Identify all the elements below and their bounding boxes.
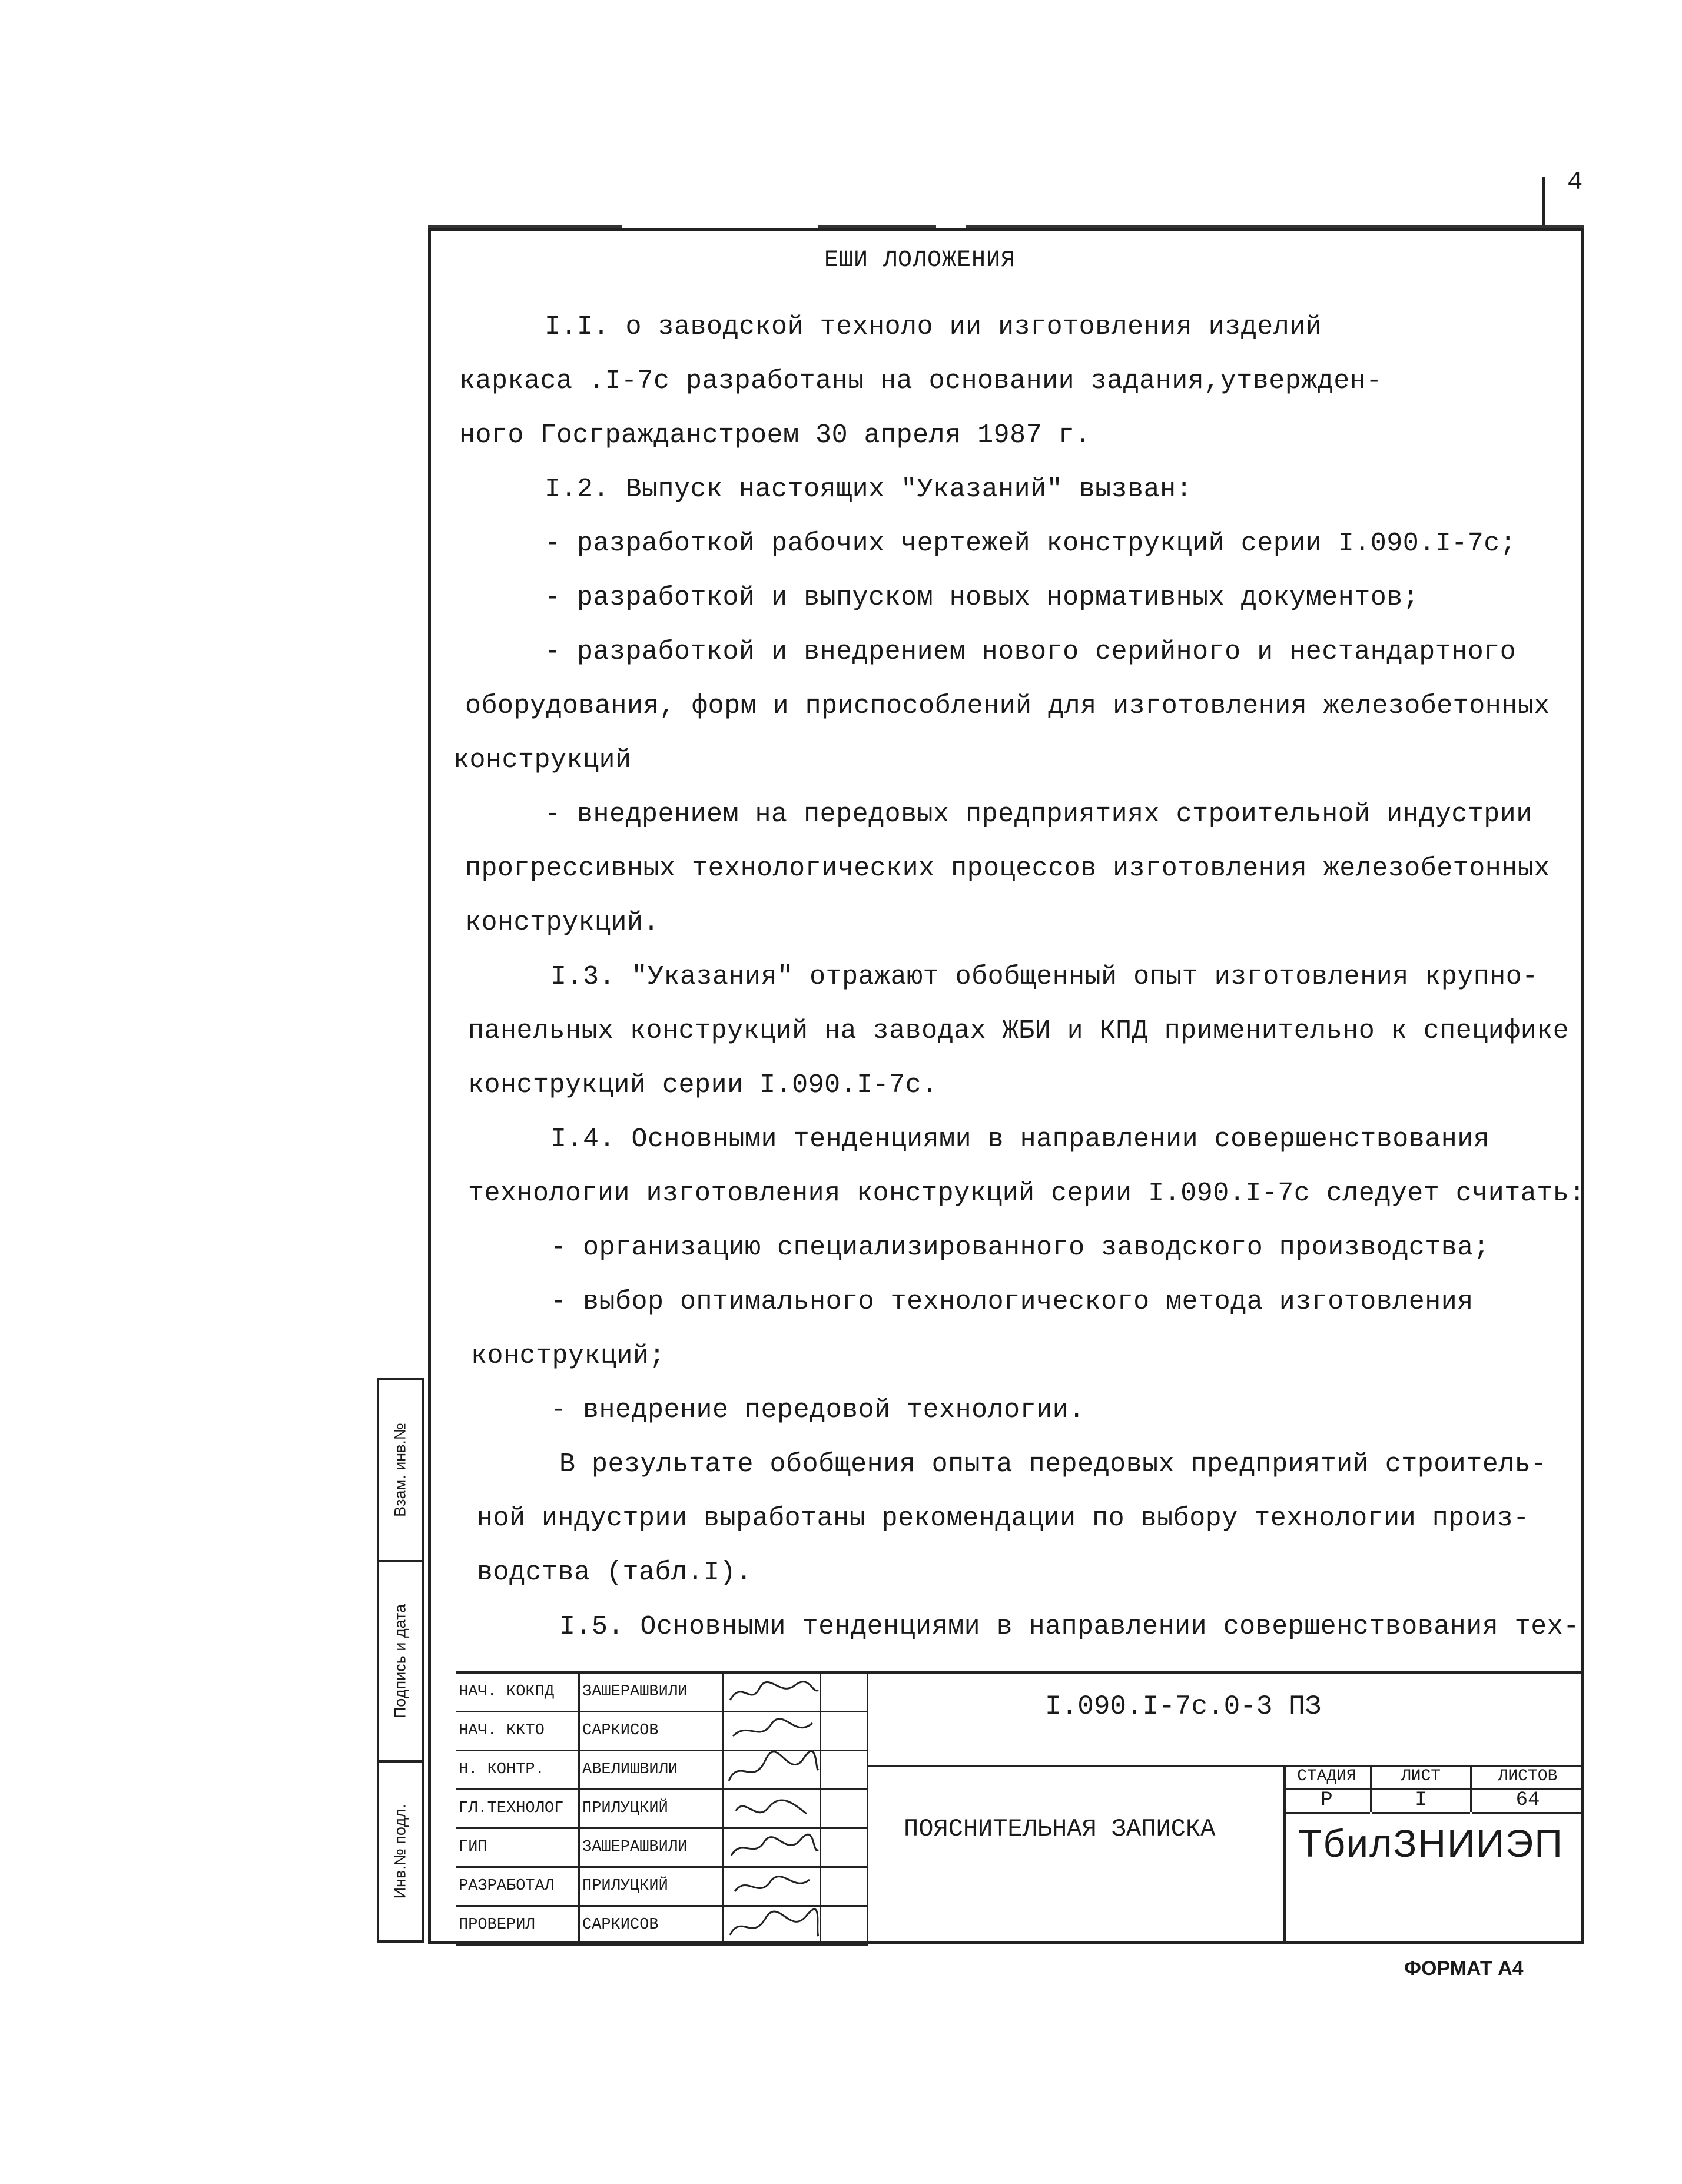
sheet-cell: [1372, 1765, 1472, 1812]
page-number: 4: [1567, 168, 1583, 197]
date-cell: [821, 1712, 868, 1750]
text-line: I.2. Выпуск настоящих "Указаний" вызван:: [545, 474, 1193, 504]
organization-name: ТбилЗНИИЭП: [1298, 1821, 1564, 1865]
text-line: I.3. "Указания" отражают обобщенный опыт изготовления крупно-: [550, 962, 1538, 992]
date-cell: [821, 1868, 868, 1905]
signature-table: [456, 1674, 868, 1944]
document-title: ПОЯСНИТЕЛЬНАЯ ЗАПИСКА: [904, 1815, 1216, 1843]
date-cell: [821, 1829, 868, 1866]
text-line: I.5. Основными тенденциями в направлении совершенствования тех-: [559, 1612, 1580, 1642]
sheets-cell: [1472, 1765, 1584, 1812]
name-cell: ПРИЛУЦКИЙ: [580, 1868, 724, 1905]
role-cell: НАЧ. КОКПД: [456, 1674, 580, 1711]
signature: [724, 1712, 821, 1750]
text-line: ного Госгражданстроем 30 апреля 1987 г.: [459, 420, 1091, 450]
role-cell: ГИП: [456, 1829, 580, 1866]
role-cell: ПРОВЕРИЛ: [456, 1907, 580, 1944]
text-line: каркаса .I-7с разработаны на основании задания,утвержден-: [459, 366, 1382, 396]
date-cell: [821, 1790, 868, 1827]
text-line: оборудования, форм и приспособлений для изготовления железобетонных: [465, 691, 1550, 721]
date-cell: [821, 1674, 868, 1711]
role-cell: ГЛ.ТЕХНОЛОГ: [456, 1790, 580, 1827]
text-line: I.I. о заводской техноло ии изготовления изделий: [545, 312, 1322, 342]
table-row: [456, 1907, 868, 1946]
text-line: конструкций: [453, 745, 632, 775]
sheets-value: 64: [1472, 1788, 1584, 1814]
side-cell-replacement: [379, 1380, 422, 1562]
side-label: Инв.№ подл.: [391, 1804, 409, 1899]
text-line: конструкций серии I.090.I-7с.: [468, 1070, 938, 1100]
text-line: - внедрением на передовых предприятиях строительной индустрии: [545, 799, 1532, 829]
side-cell-inventory: [379, 1763, 422, 1940]
corner-tick: [1542, 177, 1545, 228]
side-label: Подпись и дата: [391, 1604, 409, 1719]
table-row: [456, 1712, 868, 1751]
title-block: [456, 1671, 1584, 1944]
table-row: [456, 1868, 868, 1907]
signature: [724, 1907, 821, 1944]
name-cell: ЗАШЕРАШВИЛИ: [580, 1829, 724, 1866]
role-cell: Н. КОНТР.: [456, 1751, 580, 1788]
text-line: - разработкой и внедрением нового серийного и нестандартного: [545, 637, 1517, 667]
stage-header: СТАДИЯ: [1283, 1765, 1370, 1790]
side-cell-signature: [379, 1562, 422, 1763]
signature: [724, 1868, 821, 1905]
role-cell: НАЧ. ККТО: [456, 1712, 580, 1750]
document-code: I.090.I-7с.0-3 ПЗ: [1045, 1691, 1322, 1722]
text-line: ной индустрии выработаны рекомендации по выбору технологии произ-: [477, 1503, 1530, 1534]
text-line: - выбор оптимального технологического метода изготовления: [550, 1287, 1474, 1317]
section-heading: ЕШИ ЛОЛОЖЕНИЯ: [824, 247, 1016, 274]
date-cell: [821, 1907, 868, 1944]
format-label: ФОРМАТ А4: [1404, 1957, 1524, 1980]
signature: [724, 1829, 821, 1866]
name-cell: ПРИЛУЦКИЙ: [580, 1790, 724, 1827]
text-line: водства (табл.I).: [477, 1558, 752, 1588]
table-row: [456, 1790, 868, 1829]
sheets-header: ЛИСТОВ: [1472, 1765, 1584, 1790]
name-cell: САРКИСОВ: [580, 1712, 724, 1750]
text-line: - разработкой и выпуском новых нормативных документов;: [545, 583, 1419, 613]
text-line: панельных конструкций на заводах ЖБИ и КПД применительно к специфике: [468, 1016, 1570, 1046]
table-row: [456, 1751, 868, 1790]
role-cell: РАЗРАБОТАЛ: [456, 1868, 580, 1905]
sheet-value: I: [1372, 1788, 1470, 1814]
name-cell: САРКИСОВ: [580, 1907, 724, 1944]
sheet-meta: [1283, 1765, 1584, 1812]
table-row: [456, 1674, 868, 1712]
text-line: прогрессивных технологических процессов изготовления железобетонных: [465, 854, 1550, 884]
name-cell: ЗАШЕРАШВИЛИ: [580, 1674, 724, 1711]
text-line: В результате обобщения опыта передовых предприятий строитель-: [559, 1449, 1547, 1479]
text-line: конструкций;: [471, 1341, 666, 1371]
text-line: - организацию специализированного заводского производства;: [550, 1233, 1490, 1263]
text-line: технологии изготовления конструкций серии I.090.I-7с следует считать:: [468, 1179, 1585, 1209]
side-strip: [377, 1378, 424, 1943]
stage-cell: [1283, 1765, 1372, 1812]
text-line: - разработкой рабочих чертежей конструкций серии I.090.I-7с;: [545, 529, 1517, 559]
stage-value: Р: [1283, 1788, 1370, 1814]
signature: [724, 1751, 821, 1788]
name-cell: АВЕЛИШВИЛИ: [580, 1751, 724, 1788]
signature: [724, 1790, 821, 1827]
table-row: [456, 1829, 868, 1868]
text-line: I.4. Основными тенденциями в направлении совершенствования: [550, 1124, 1490, 1154]
date-cell: [821, 1751, 868, 1788]
sheet-header: ЛИСТ: [1372, 1765, 1470, 1790]
text-line: конструкций.: [465, 908, 660, 938]
signature: [724, 1674, 821, 1711]
side-label: Взам. инв.№: [391, 1423, 409, 1517]
text-line: - внедрение передовой технологии.: [550, 1395, 1085, 1425]
